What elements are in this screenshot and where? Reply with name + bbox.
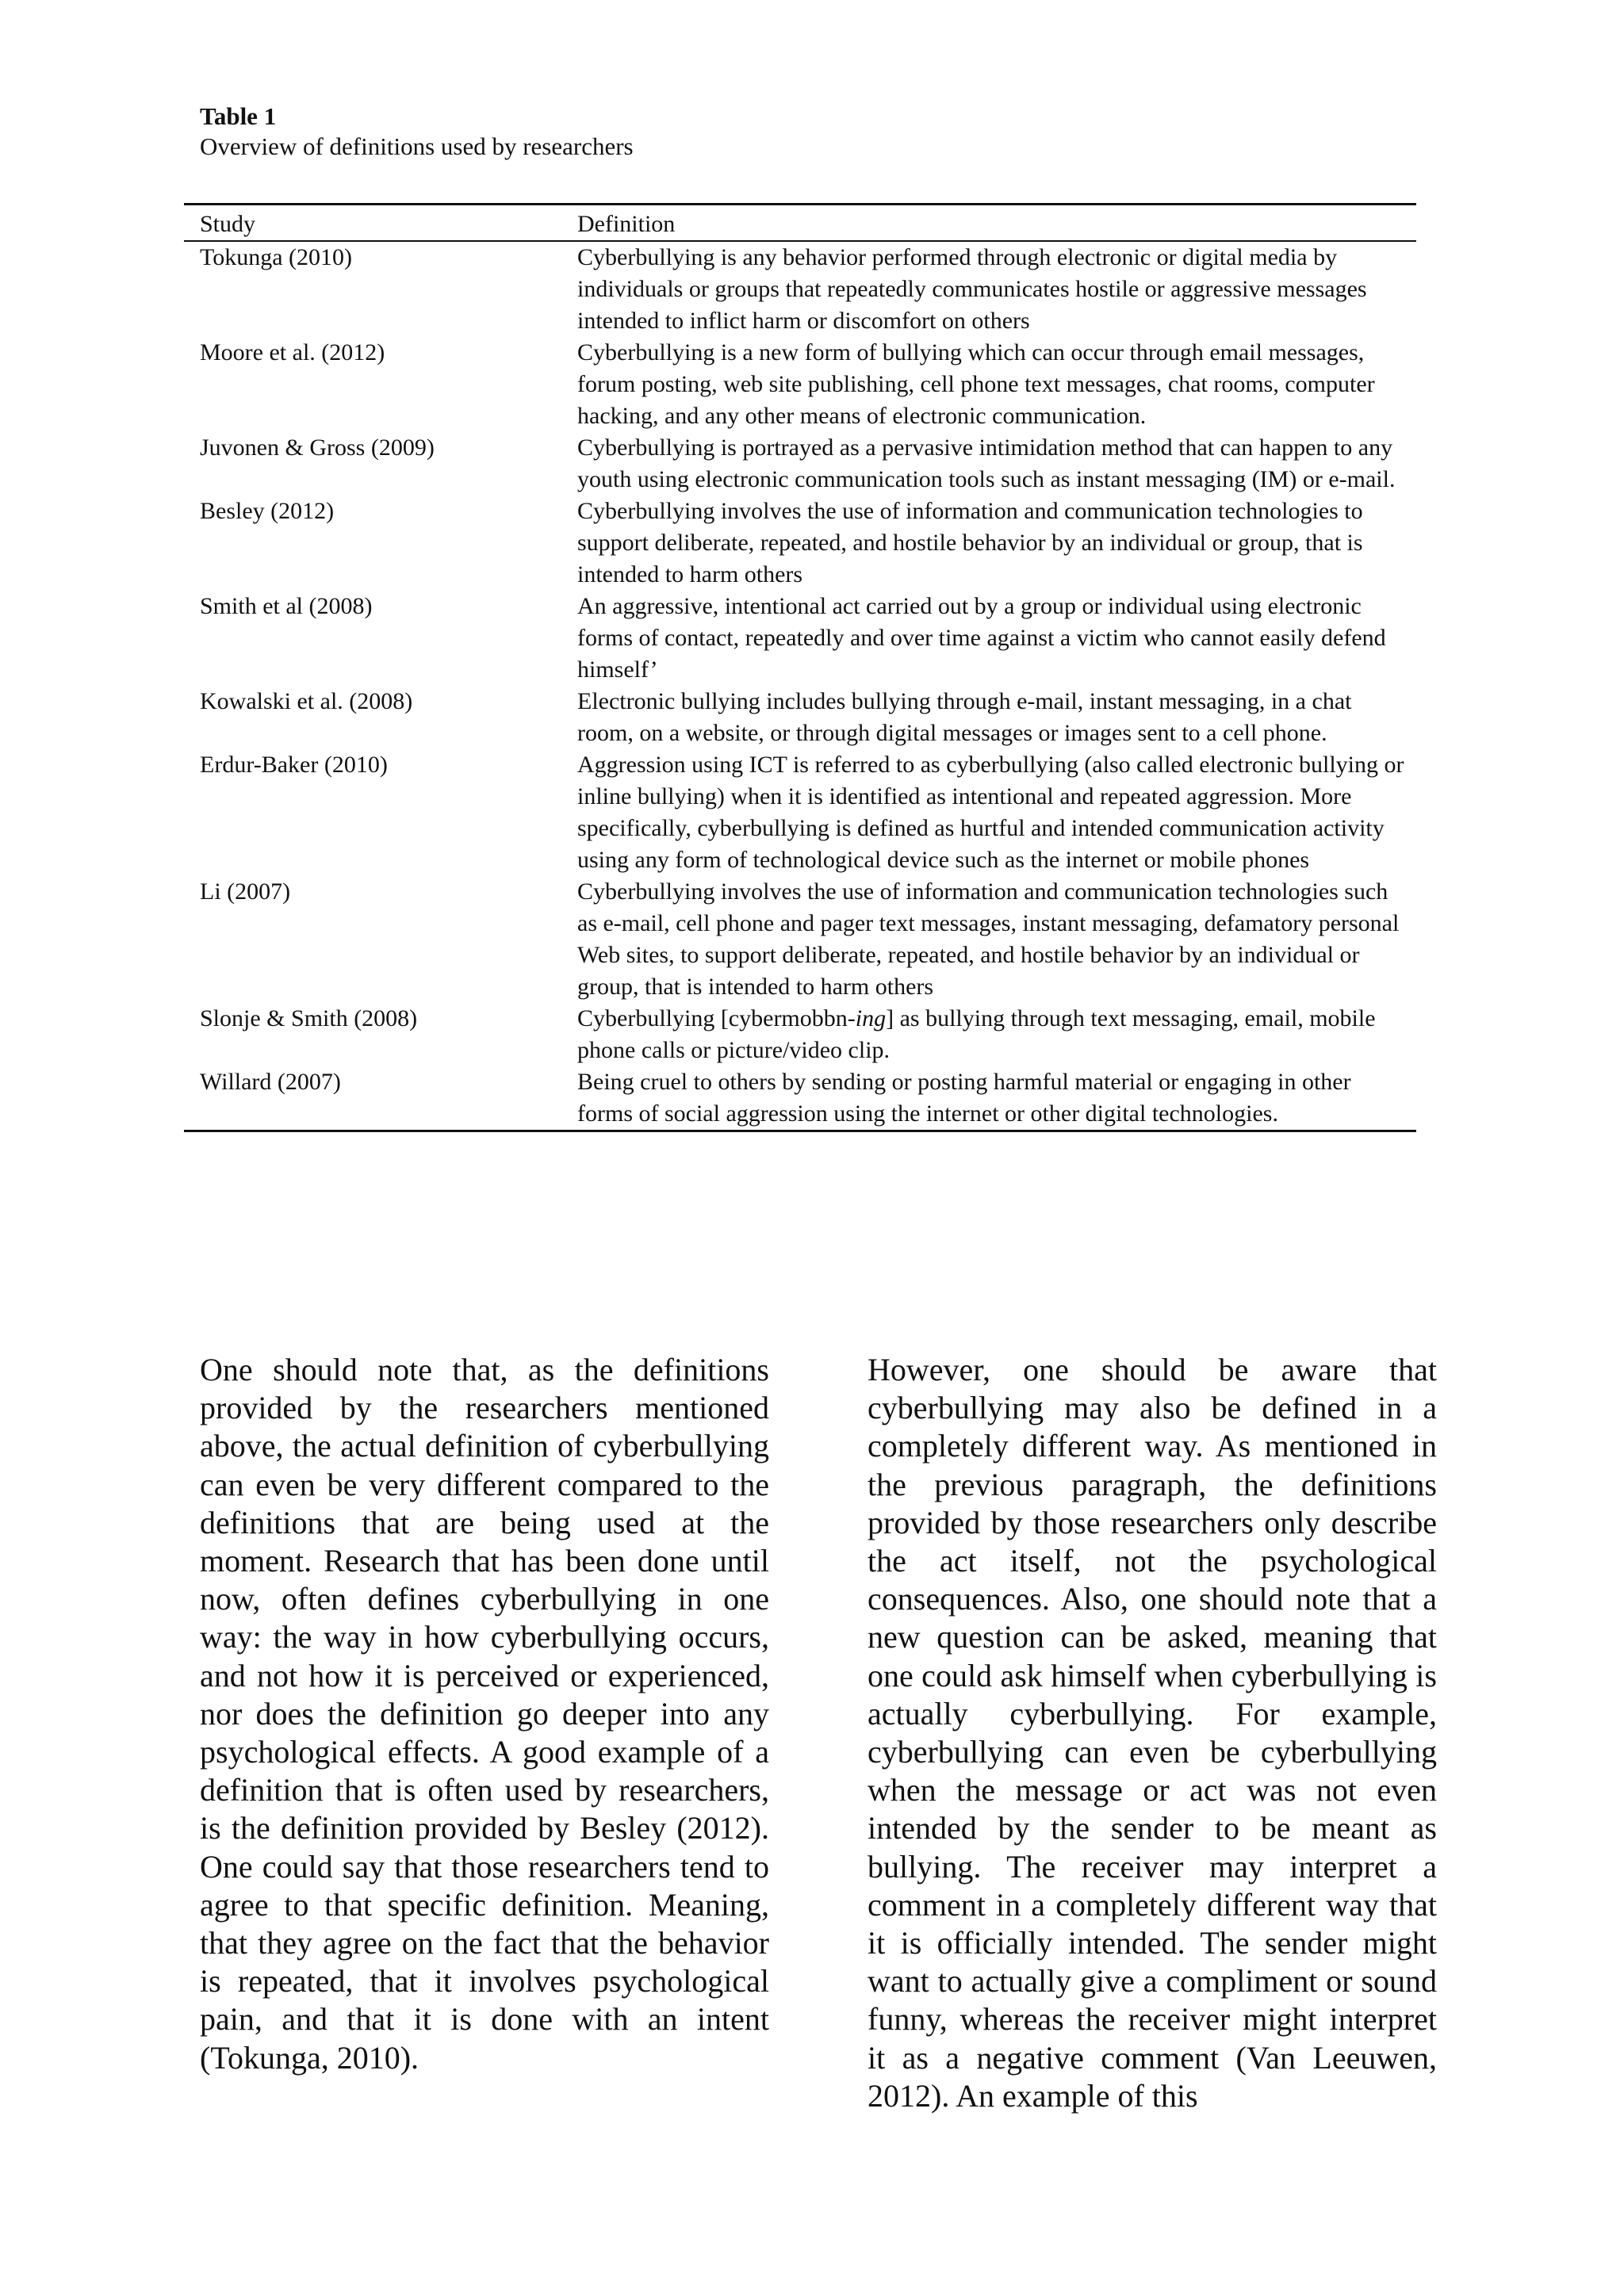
table-row bbox=[184, 876, 1416, 1003]
table-caption bbox=[200, 101, 634, 162]
definition-cell bbox=[577, 1003, 1416, 1066]
table-row bbox=[184, 432, 1416, 496]
column-header-study: Study bbox=[184, 205, 577, 242]
definition-text-italic: ing bbox=[855, 1005, 887, 1031]
study-cell: Besley (2012) bbox=[200, 498, 335, 524]
study-cell: Slonje & Smith (2008) bbox=[200, 1005, 418, 1031]
definitions-table bbox=[184, 203, 1416, 1132]
definition-text-after: ] as bullying through text messaging, email, mobile phone calls or picture/video clip. bbox=[577, 1005, 1376, 1063]
table-subtitle: Overview of definitions used by researchers bbox=[200, 132, 634, 160]
column-header-definition: Definition bbox=[577, 205, 1416, 242]
definition-cell: Cyberbullying is any behavior performed through electronic or digital media by individuals or groups that repeatedly communicates hostile or aggressive messages intended to inflict harm or discomfort on others bbox=[577, 244, 1367, 334]
definition-cell: Cyberbullying is a new form of bullying which can occur through email messages, forum posting, web site publishing, cell phone text messages, chat rooms, computer hacking, and any other means of electronic communication. bbox=[577, 339, 1375, 429]
table-row bbox=[184, 1066, 1416, 1131]
table-label: Table 1 bbox=[200, 102, 277, 130]
table-row bbox=[184, 591, 1416, 686]
table-row bbox=[184, 337, 1416, 432]
table-row bbox=[184, 496, 1416, 591]
definition-cell: Cyberbullying involves the use of information and communication technologies to support deliberate, repeated, and hostile behavior by an individual or group, that is intended to harm others bbox=[577, 498, 1363, 587]
definition-cell: Being cruel to others by sending or posting harmful material or engaging in other forms of social aggression using the internet or other digital technologies. bbox=[577, 1069, 1351, 1127]
study-cell: Smith et al (2008) bbox=[200, 593, 373, 619]
study-cell: Moore et al. (2012) bbox=[200, 339, 385, 365]
definition-cell: Cyberbullying is portrayed as a pervasive intimidation method that can happen to any youth using electronic communication tools such as instant messaging (IM) or e-mail. bbox=[577, 434, 1396, 492]
table-header-row bbox=[184, 205, 1416, 242]
definition-cell: An aggressive, intentional act carried out by a group or individual using electronic forms of contact, repeatedly and over time against a victim who cannot easily defend himself’ bbox=[577, 593, 1386, 683]
study-cell: Tokunga (2010) bbox=[200, 244, 353, 270]
table-row bbox=[184, 686, 1416, 749]
definition-cell: Electronic bullying includes bullying through e-mail, instant messaging, in a chat room, on a website, or through digital messages or images sent to a cell phone. bbox=[577, 688, 1352, 746]
table-row bbox=[184, 1003, 1416, 1066]
table-row bbox=[184, 749, 1416, 876]
study-cell: Juvonen & Gross (2009) bbox=[200, 434, 435, 461]
definition-cell: Cyberbullying involves the use of information and communication technologies such as e-mail, cell phone and pager text messages, instant messaging, defamatory personal Web sites, to support deliberate, repeated, and hostile behavior by an individual or group, that is intended to harm others bbox=[577, 878, 1400, 1000]
table-row bbox=[184, 241, 1416, 337]
body-paragraph-left: One should note that, as the definitions provided by the researchers mentioned above, the actual definition of cyberbullying can even be very different compared to the definitions that are being used at the moment. Research that has been done until now, often defines cyberbullying in one way: the way in how cyberbullying occurs, and not how it is perceived or experienced, nor does the definition go deeper into any psychological effects. A good example of a definition that is often used by researchers, is the definition provided by Besley (2012). One could say that those researchers tend to agree to that specific definition. Meaning, that they agree on the fact that the behavior is repeated, that it involves psychological pain, and that it is done with an intent (Tokunga, 2010). bbox=[200, 1352, 769, 2076]
study-cell: Erdur-Baker (2010) bbox=[200, 752, 388, 778]
body-paragraph-right: However, one should be aware that cyberbullying may also be defined in a completely different way. As mentioned in the previous paragraph, the definitions provided by those researchers only describe the act itself, not the psychological consequences. Also, one should note that a new question can be asked, meaning that one could ask himself when cyberbullying is actually cyberbullying. For example, cyberbullying can even be cyberbullying when the message or act was not even intended by the sender to be meant as bullying. The receiver may interpret a comment in a completely different way that it is officially intended. The sender might want to actually give a compliment or sound funny, whereas the receiver might interpret it as a negative comment (Van Leeuwen, 2012). An example of this bbox=[868, 1352, 1437, 2114]
definition-text-before: Cyberbullying [cybermobbn- bbox=[577, 1005, 856, 1031]
body-column-left bbox=[200, 1351, 769, 2077]
study-cell: Willard (2007) bbox=[200, 1069, 341, 1095]
study-cell: Li (2007) bbox=[200, 878, 291, 905]
body-column-right bbox=[868, 1351, 1437, 2115]
definition-cell: Aggression using ICT is referred to as cyberbullying (also called electronic bullying or inline bullying) when it is identified as intentional and repeated aggression. More specifically, cyberbullying is defined as hurtful and intended communication activity using any form of technological device such as the internet or mobile phones bbox=[577, 752, 1404, 873]
study-cell: Kowalski et al. (2008) bbox=[200, 688, 413, 714]
